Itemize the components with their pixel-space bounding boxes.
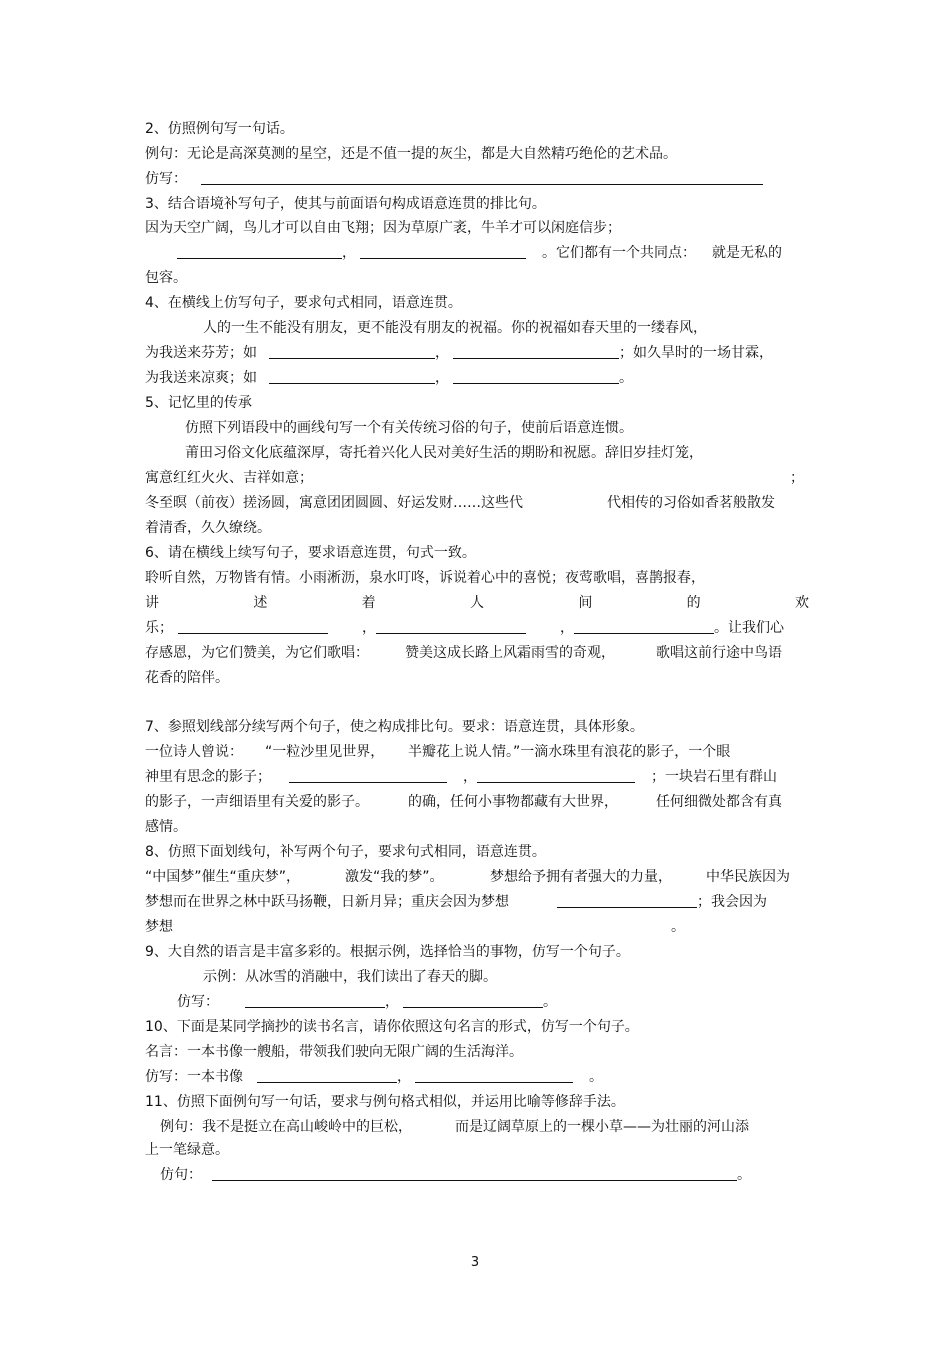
q6-line1: 聆听自然，万物皆有情。小雨淅沥，泉水叮咚，诉说着心中的喜悦；夜莺歌唱，喜鹊报春，: [145, 570, 705, 586]
q5-instruction: 仿照下列语段中的画线句写一个有关传统习俗的句子，使前后语意连惯。: [185, 420, 633, 436]
q6-blank-3[interactable]: [574, 619, 714, 634]
q11-title: 11、仿照下面例句写一句话，要求与例句格式相似，并运用比喻等修辞手法。: [145, 1094, 625, 1110]
q8-title: 8、仿照下面划线句，补写两个句子，要求句式相同，语意连贯。: [145, 844, 546, 860]
q9-answer-label: 仿写：: [177, 994, 219, 1010]
q2-answer-label: 仿写：: [145, 171, 187, 187]
q4-blank-1[interactable]: [269, 344, 435, 359]
q8-period: 。: [671, 919, 685, 935]
q3-title: 3、结合语境补写句子，使其与前面语句构成语意连贯的排比句。: [145, 196, 546, 212]
q7-line2-end: ；一块岩石里有群山: [651, 769, 777, 785]
q6-line4a: 存感恩，为它们赞美，为它们歌唱：: [145, 645, 369, 661]
q8-line1d: 中华民族因为: [706, 869, 790, 885]
q2-answer-blank[interactable]: [201, 170, 763, 185]
q8-line2-start: 梦想而在世界之林中跃马扬鞭，日新月异；重庆会因为梦想: [145, 894, 509, 910]
q6-blank-1[interactable]: [178, 619, 328, 634]
q10-answer-label: 仿写：一本书像: [145, 1069, 243, 1085]
q9-title: 9、大自然的语言是丰富多彩的。根据示例，选择恰当的事物，仿写一个句子。: [145, 944, 630, 960]
q6-line5: 花香的陪伴。: [145, 670, 229, 686]
q6-blank-2[interactable]: [376, 619, 526, 634]
q7-line1c: 半瓣花上说人情。”一滴水珠里有浪花的影子，一个眼: [408, 744, 731, 760]
page-number: 3: [470, 1255, 480, 1270]
q11-answer-label: 仿句：: [160, 1167, 202, 1183]
q11-example-a: 例句：我不是挺立在高山峻岭中的巨松，: [160, 1119, 412, 1135]
q7-line1a: 一位诗人曾说：: [145, 744, 243, 760]
q2-title: 2、仿照例句写一句话。: [145, 121, 294, 137]
q5-semicolon: ；: [790, 470, 804, 486]
q6-line4b: 赞美这成长路上风霜雨雪的奇观，: [405, 645, 615, 661]
q5-paragraph-4: 着清香，久久缭绕。: [145, 520, 271, 536]
q8-line1c: 梦想给予拥有者强大的力量，: [490, 869, 672, 885]
q7-blank-1[interactable]: [289, 768, 447, 783]
q7-line3c: 任何细微处都含有真: [656, 794, 782, 810]
q4-line3-start: 为我送来凉爽；如: [145, 370, 257, 386]
q8-line2-end: ；我会因为: [697, 894, 767, 910]
q3-comma: ，: [342, 245, 356, 261]
q6-title: 6、请在横线上续写句子，要求语意连贯，句式一致。: [145, 545, 476, 561]
q11-example-b: 而是辽阔草原上的一棵小草——为壮丽的河山添: [455, 1119, 749, 1135]
q7-line2-start: 神里有思念的影子；: [145, 769, 271, 785]
q9-blank-2[interactable]: [403, 993, 543, 1008]
q10-blank-1[interactable]: [257, 1068, 397, 1083]
q4-line2-start: 为我送来芬芳；如: [145, 345, 257, 361]
q3-answer-line: [145, 244, 782, 262]
q11-period: 。: [737, 1167, 751, 1183]
q7-line3a: 的影子，一声细语里有关爱的影子。: [145, 794, 369, 810]
q7-line4: 感情。: [145, 819, 187, 835]
q6-spread-char: 的: [686, 595, 701, 611]
q4-line2-end: ；如久旱时的一场甘霖，: [619, 345, 773, 361]
q3-line3: 包容。: [145, 270, 187, 286]
q11-answer-blank[interactable]: [212, 1166, 737, 1181]
q9-example: 示例：从冰雪的消融中，我们读出了春天的脚。: [203, 969, 497, 985]
q6-line3-start: 乐；: [145, 620, 173, 636]
q10-answer-line: [145, 1068, 603, 1086]
q7-comma: ，: [463, 769, 477, 785]
q6-spread-char: 欢: [794, 595, 809, 611]
q7-title: 7、参照划线部分续写两个句子，使之构成排比句。要求：语意连贯，具体形象。: [145, 719, 644, 735]
q7-line3b: 的确，任何小事物都藏有大世界，: [408, 794, 618, 810]
q5-paragraph-3a: 冬至暝（前夜）搓汤圆，寓意团团圆圆、好运发财……这些代: [145, 495, 523, 511]
q7-line1b: “一粒沙里见世界，: [265, 744, 385, 760]
q6-line4c: 歌唱这前行途中鸟语: [656, 645, 782, 661]
q10-title: 10、下面是某同学摘抄的读书名言，请你依照这句名言的形式，仿写一个句子。: [145, 1019, 639, 1035]
q10-quote: 名言：一本书像一艘船，带领我们驶向无限广阔的生活海洋。: [145, 1044, 523, 1060]
q10-period: 。: [589, 1069, 603, 1085]
q6-comma-2: ，: [560, 620, 574, 636]
q3-after2: 就是无私的: [712, 245, 782, 261]
q7-line2: [145, 768, 777, 786]
q4-period: 。: [619, 370, 633, 386]
q3-blank-1[interactable]: [177, 244, 342, 259]
q9-period: 。: [543, 994, 557, 1010]
q9-comma: ，: [385, 994, 399, 1010]
q4-intro: 人的一生不能没有朋友，更不能没有朋友的祝福。你的祝福如春天里的一缕春风，: [203, 320, 707, 336]
q6-line3-end: 。让我们心: [714, 620, 784, 636]
q8-line2: [145, 893, 767, 911]
q8-blank-1[interactable]: [557, 893, 697, 908]
q6-line3: [145, 619, 784, 637]
q4-comma-1: ，: [435, 345, 449, 361]
q4-title: 4、在横线上仿写句子，要求句式相同，语意连贯。: [145, 295, 462, 311]
q5-title: 5、记忆里的传承: [145, 395, 252, 411]
q4-blank-3[interactable]: [269, 369, 435, 384]
q5-paragraph-2: 寓意红红火火、吉祥如意；: [145, 470, 313, 486]
q4-comma-2: ，: [435, 370, 449, 386]
q9-blank-1[interactable]: [245, 993, 385, 1008]
q6-comma-1: ，: [362, 620, 376, 636]
q3-line1: 因为天空广阔，鸟儿才可以自由飞翔；因为草原广袤，牛羊才可以闲庭信步；: [145, 220, 621, 236]
q4-blank-4[interactable]: [453, 369, 619, 384]
q4-line3: [145, 369, 633, 387]
q9-answer-line: [177, 993, 557, 1011]
q6-spread-line: [145, 594, 809, 612]
q6-spread-char: 间: [578, 595, 593, 611]
q10-comma: ，: [397, 1069, 411, 1085]
q3-blank-2[interactable]: [360, 244, 526, 259]
q4-line2: [145, 344, 773, 362]
q11-example-c: 上一笔绿意。: [145, 1142, 229, 1158]
q10-blank-2[interactable]: [415, 1068, 573, 1083]
q8-line3-start: 梦想: [145, 919, 173, 935]
q11-answer-line: [160, 1166, 751, 1184]
q6-spread-char: 讲: [145, 595, 159, 611]
q6-spread-char: 述: [253, 595, 268, 611]
q6-spread-char: 人: [469, 595, 484, 611]
q5-paragraph-3b: 代相传的习俗如香茗般散发: [607, 495, 775, 511]
q8-line1b: 激发“我的梦”。: [345, 869, 444, 885]
q7-blank-2[interactable]: [477, 768, 635, 783]
q6-spread-char: 着: [361, 595, 376, 611]
q3-after: 。它们都有一个共同点：: [542, 245, 696, 261]
q4-blank-2[interactable]: [453, 344, 619, 359]
q5-paragraph-1: 莆田习俗文化底蕴深厚，寄托着兴化人民对美好生活的期盼和祝愿。辞旧岁挂灯笼，: [185, 445, 703, 461]
q2-example: 例句：无论是高深莫测的星空，还是不值一提的灰尘，都是大自然精巧绝伦的艺术品。: [145, 146, 677, 162]
q8-line1a: “中国梦”催生“重庆梦”，: [145, 869, 301, 885]
q2-answer-line: [145, 170, 763, 188]
